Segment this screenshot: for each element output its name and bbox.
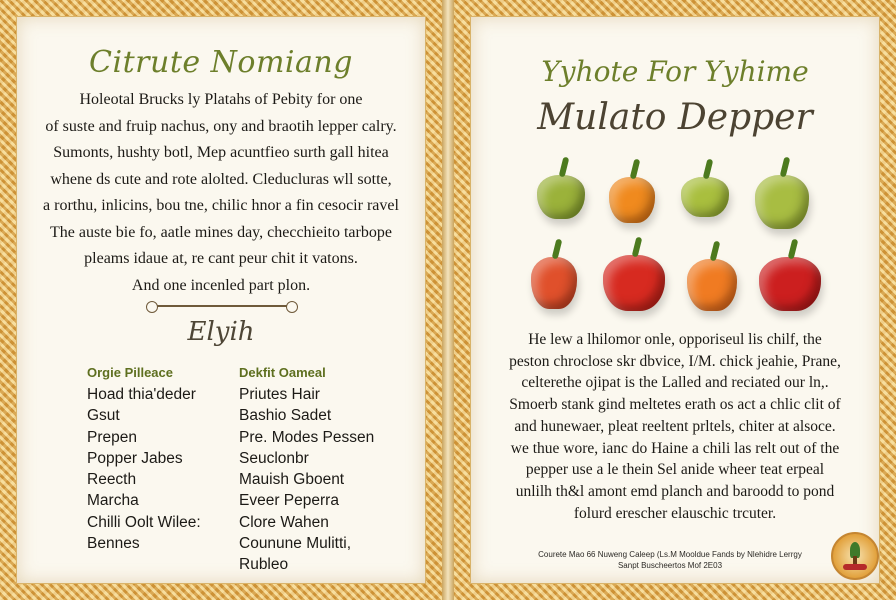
intro-line: whene ds cute and rote alolted. Cleducluras wll sotte,: [50, 170, 392, 188]
intro-line: And one incenled part plon.: [131, 276, 311, 294]
section-title: Elyih: [187, 317, 255, 347]
list-item: Rubleo: [239, 556, 289, 574]
intro-line: Holeotal Brucks ly Platahs of Pebity for one: [79, 91, 363, 108]
footnote-line: Courete Mao 66 Nuweng Caleep (Ls.M Mooldue Fands by Nlehidre Lerrgy: [538, 550, 802, 559]
intro-line: Sumonts, hushty botl, Mep acuntfieo surth gall hitea: [53, 144, 389, 161]
pepper-icon: [687, 259, 737, 311]
ingredients-column-2: [239, 365, 374, 576]
pepper-icon: [603, 255, 665, 311]
ingredients-column-1: [87, 365, 201, 554]
list-item: Hoad thia'deder: [87, 386, 196, 403]
list-item: Reecth: [87, 471, 137, 489]
footnote-line: Sanpt Buscheertos Mof 2E03: [617, 561, 723, 570]
intro-line: of suste and fruip nachus, ony and braotih lepper calry.: [45, 117, 397, 135]
pepper-icon: [531, 257, 577, 309]
list-item: Bennes: [87, 535, 140, 553]
list-item: Pre. Modes Pessen: [239, 428, 375, 446]
description-line: and hunewaer, pleat reeltent prltels, chiter at alsoce.: [514, 417, 836, 435]
list-item: Seuclonbr: [239, 449, 309, 467]
left-page-frame: [0, 0, 442, 600]
description-line: we thue wore, ianc do Haine a chili las relt out of the: [510, 439, 840, 457]
pepper-icon: [755, 175, 809, 229]
ornamental-divider: [152, 305, 292, 307]
description-line: celterethe ojipat is the Lalled and reciated our ln,.: [521, 374, 829, 392]
intro-line: pleams idaue at, re cant peur chit it vatons.: [84, 250, 358, 267]
list-item: Chilli Oolt Wilee:: [87, 513, 201, 531]
list-item: Counune Mulitti,: [239, 535, 352, 553]
list-item: Popper Jabes: [87, 449, 183, 467]
right-page-subtitle: Mulato Depper: [537, 97, 813, 138]
left-page-title: Citrute Nomiang: [89, 45, 353, 80]
right-page: [470, 16, 880, 584]
list-item: Prepen: [87, 428, 137, 446]
intro-line: a rorthu, inlicins, bou tne, chilic hnor a fin cesocir ravel: [43, 197, 399, 214]
right-page-title: Yyhote For Yyhime: [541, 55, 809, 88]
pepper-icon: [609, 177, 655, 223]
list-item: Bashio Sadet: [239, 407, 332, 425]
pepper-icon: [681, 177, 729, 217]
right-page-frame: [454, 0, 896, 600]
list-item: Clore Wahen: [239, 513, 329, 531]
description-line: unlilh th&l amont emd planch and baroodd to pond: [515, 482, 835, 500]
book-gutter: [442, 0, 454, 600]
list-item: Marcha: [87, 492, 139, 510]
pepper-icon: [537, 175, 585, 219]
footnote: [531, 549, 809, 571]
pepper-icon: [759, 257, 821, 311]
list-item: Eveer Peperra: [239, 492, 339, 510]
intro-line: The auste bie fo, aatle mines day, checchieito tarbope: [50, 223, 392, 241]
emblem-icon: [831, 532, 879, 580]
column-heading: Dekfit Oameal: [239, 365, 326, 380]
list-item: Mauish Gboent: [239, 471, 345, 489]
left-page: [16, 16, 426, 584]
description-paragraph: [489, 329, 861, 524]
description-line: pepper use a le thein Sel anide wheer teat erpeal: [525, 461, 825, 479]
column-heading: Orgie Pilleace: [87, 365, 173, 380]
description-line: Smoerb stank gind meltetes erath os act a chlic clit of: [509, 396, 841, 414]
intro-paragraph: [37, 87, 405, 299]
list-item: Gsut: [87, 407, 120, 425]
list-item: Priutes Hair: [239, 386, 320, 403]
description-line: He lew a lhilomor onle, opporiseul lis chilf, the: [528, 331, 822, 348]
description-line: peston chroclose skr dbvice, I/M. chick jeahie, Prane,: [509, 352, 841, 370]
description-line: folurd erescher elauschic trcuter.: [573, 504, 777, 522]
pepper-illustration: [529, 145, 829, 315]
